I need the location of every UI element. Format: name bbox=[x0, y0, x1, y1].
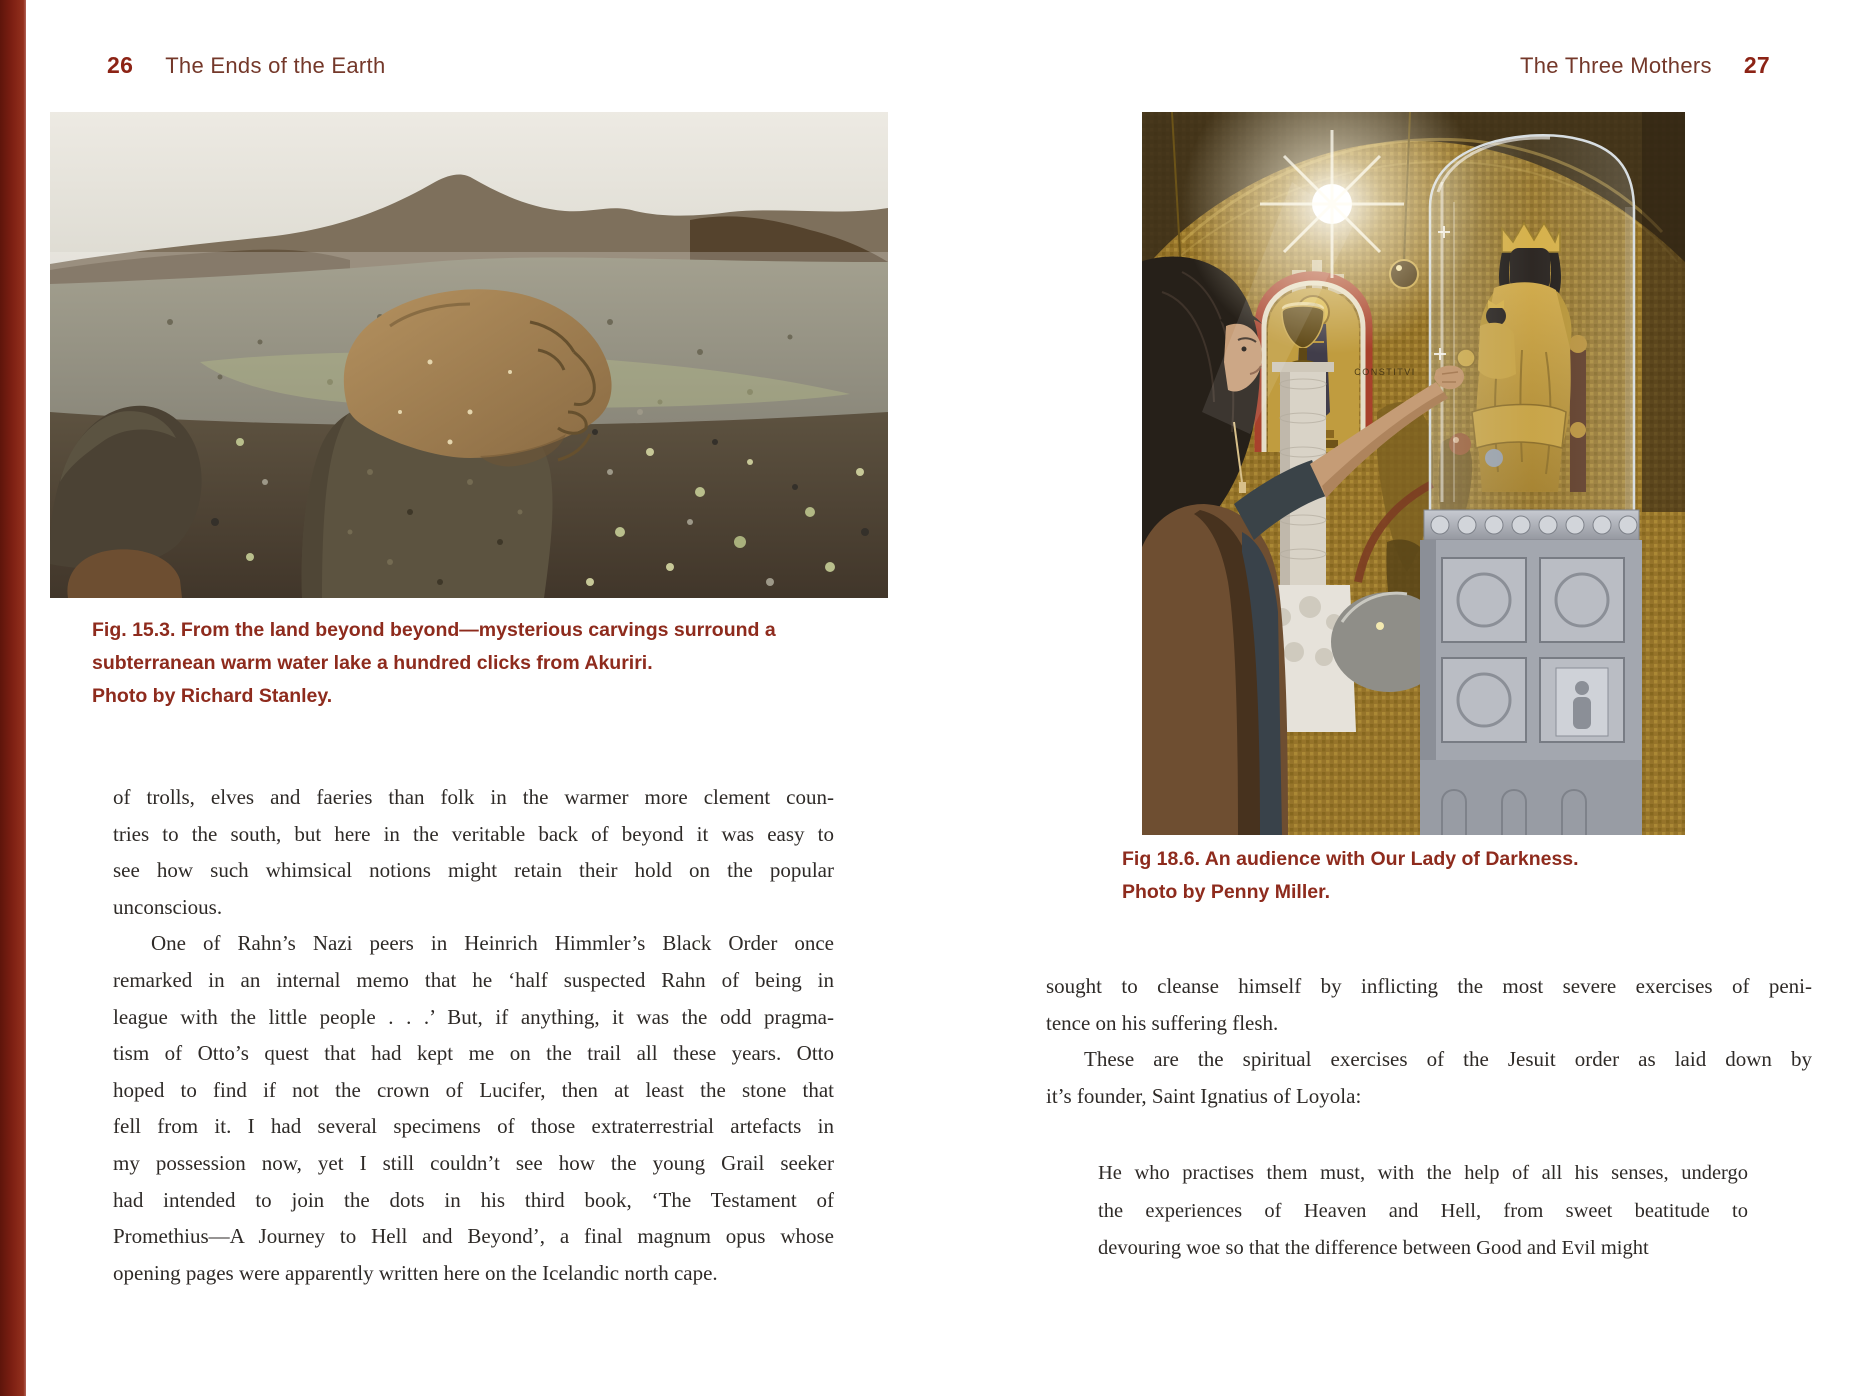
text-line: opening pages were apparently written here on the Icelandic north cape. bbox=[113, 1260, 718, 1285]
text-line: league with the little people . . .’ But, if anything, it was the odd pragma- bbox=[113, 1004, 834, 1029]
text-line: see how such whimsical notions might retain their hold on the popular bbox=[113, 858, 834, 883]
text-line: tence on his suffering flesh. bbox=[1046, 1010, 1279, 1035]
text-line: Photo by Penny Miller. bbox=[1122, 880, 1331, 903]
left-running-head-title: The Ends of the Earth bbox=[165, 53, 386, 78]
silver-pedestal bbox=[1420, 540, 1642, 835]
text-line: fell from it. I had several specimens of those extraterrestrial artefacts in bbox=[113, 1114, 834, 1139]
text-line: subterranean warm water lake a hundred clicks from Akuriri. bbox=[92, 651, 653, 674]
text-line: sought to cleanse himself by inflicting the most severe exercises of peni- bbox=[1046, 974, 1812, 998]
figure-landscape-photo bbox=[50, 112, 888, 598]
text-line: had intended to join the dots in his third book, ‘The Testament of bbox=[113, 1187, 834, 1212]
text-line: One of Rahn’s Nazi peers in Heinrich Himmler’s Black Order once bbox=[151, 931, 834, 956]
block-quote bbox=[1098, 1155, 1748, 1268]
text-line: tism of Otto’s quest that had kept me on the trail all these years. Otto bbox=[113, 1041, 834, 1066]
text-line: Photo by Richard Stanley. bbox=[92, 684, 333, 707]
paragraph bbox=[113, 779, 834, 925]
book-spine-edge bbox=[0, 0, 26, 1396]
text-line: unconscious. bbox=[113, 894, 223, 919]
right-running-head-title: The Three Mothers bbox=[1520, 53, 1712, 78]
text-line: Fig. 15.3. From the land beyond beyond—mysterious carvings surround a bbox=[92, 619, 776, 641]
candle-glint bbox=[1376, 622, 1384, 630]
left-body-text bbox=[113, 779, 834, 1291]
text-line: He who practises them must, with the help of all his senses, undergo bbox=[1098, 1162, 1748, 1184]
paragraph bbox=[1046, 1041, 1812, 1114]
left-running-head bbox=[107, 52, 386, 79]
text-line: remarked in an internal memo that he ‘half suspected Rahn of being in bbox=[113, 967, 834, 992]
text-line: tries to the south, but here in the veritable back of beyond it was easy to bbox=[113, 821, 834, 846]
paragraph bbox=[113, 925, 834, 1291]
paragraph bbox=[1046, 968, 1812, 1041]
mosaic-inscription: CONSTITVI bbox=[1354, 367, 1416, 377]
right-figure-caption bbox=[1122, 843, 1705, 909]
figure-shrine-photo bbox=[1142, 112, 1685, 835]
text-line: These are the spiritual exercises of the Jesuit order as laid down by bbox=[1084, 1047, 1812, 1072]
right-pier bbox=[1642, 112, 1685, 512]
text-line: of trolls, elves and faeries than folk in the warmer more clement coun- bbox=[113, 785, 834, 809]
text-line: it’s founder, Saint Ignatius of Loyola: bbox=[1046, 1083, 1362, 1108]
silver-shelf bbox=[1424, 510, 1639, 540]
right-running-head bbox=[1250, 52, 1770, 79]
pedestal-relief-figure bbox=[1556, 668, 1608, 736]
left-page-number: 26 bbox=[107, 52, 134, 78]
left-figure-caption bbox=[92, 614, 848, 712]
text-line: devouring woe so that the difference between Good and Evil might bbox=[1098, 1237, 1649, 1260]
right-body-text bbox=[1046, 968, 1812, 1114]
text-line: the experiences of Heaven and Hell, from sweet beatitude to bbox=[1098, 1199, 1748, 1222]
text-line: hoped to find if not the crown of Lucifer, then at least the stone that bbox=[113, 1077, 834, 1102]
text-line: my possession now, yet I still couldn’t see how the young Grail seeker bbox=[113, 1150, 834, 1175]
right-page-number: 27 bbox=[1743, 52, 1770, 78]
text-line: Promethius—A Journey to Hell and Beyond’, a final magnum opus whose bbox=[113, 1224, 834, 1249]
text-line: Fig 18.6. An audience with Our Lady of Darkness. bbox=[1122, 848, 1579, 870]
